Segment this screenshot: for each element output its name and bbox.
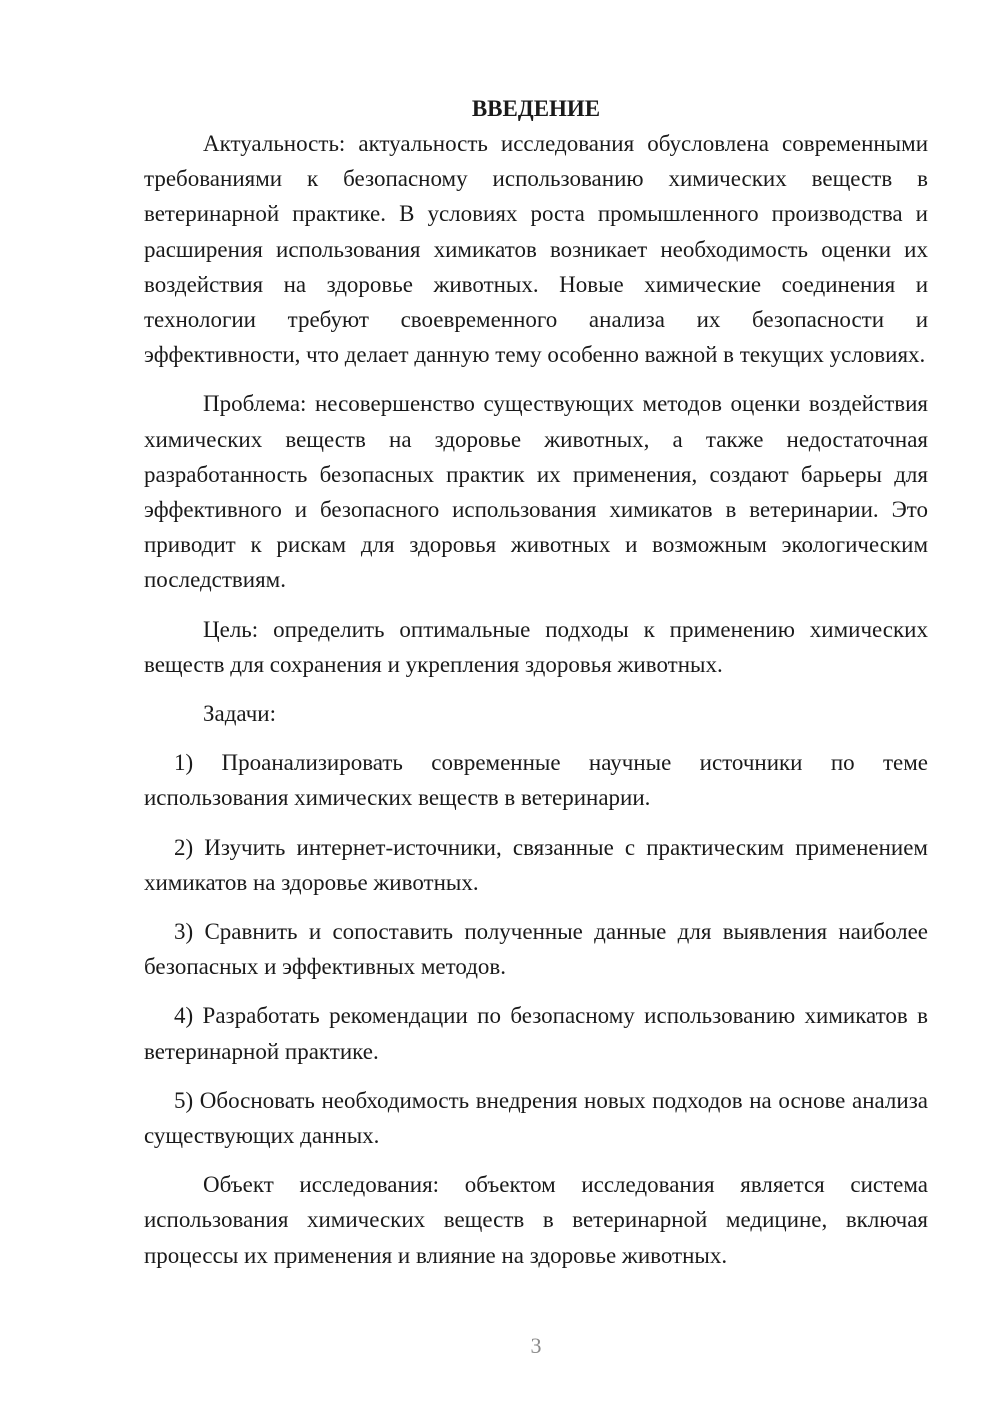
page-number: 3 <box>530 1333 542 1358</box>
object-paragraph: Объект исследования: объектом исследования является система использования химических веществ в ветеринарной медицине, включая процессы их применения и влияние на здоровье животных. <box>144 1172 928 1268</box>
tasks-label: Задачи: <box>203 701 276 727</box>
task-item-1: 1) Проанализировать современные научные источники по теме использования химических веществ в ветеринарии. <box>144 750 928 811</box>
goal-paragraph: Цель: определить оптимальные подходы к применению химических веществ для сохранения и укрепления здоровья животных. <box>144 616 928 677</box>
task-item-4: 4) Разработать рекомендации по безопасному использованию химикатов в ветеринарной практике. <box>144 1003 928 1064</box>
problem-paragraph: Проблема: несовершенство существующих методов оценки воздействия химических веществ на здоровье животных, а также недостаточная разработанность безопасных практик их применения, создают барьеры для эффективного и безопасного использования химикатов в ветеринарии. Это приводит к рискам для здоровья животных и возможным экологическим последствиям. <box>144 391 928 593</box>
task-item-5: 5) Обосновать необходимость внедрения новых подходов на основе анализа существующих данных. <box>144 1087 928 1149</box>
relevance-paragraph: Актуальность: актуальность исследования обусловлена современными требованиями к безопасному использованию химических веществ в ветеринарной практике. В условиях роста промышленного производства и расширения использования химикатов возникает необходимость оценки их воздействия на здоровье животных. Новые химические соединения и технологии требуют своевременного анализа их безопасности и эффективности, что делает данную тему особенно важной в текущих условиях. <box>144 131 928 368</box>
task-item-2: 2) Изучить интернет-источники, связанные с практическим применением химикатов на здоровье животных. <box>144 834 928 895</box>
page-content <box>144 91 928 1273</box>
task-item-3: 3) Сравнить и сопоставить полученные данные для выявления наиболее безопасных и эффективных методов. <box>144 919 928 980</box>
section-heading: ВВЕДЕНИЕ <box>471 96 601 121</box>
